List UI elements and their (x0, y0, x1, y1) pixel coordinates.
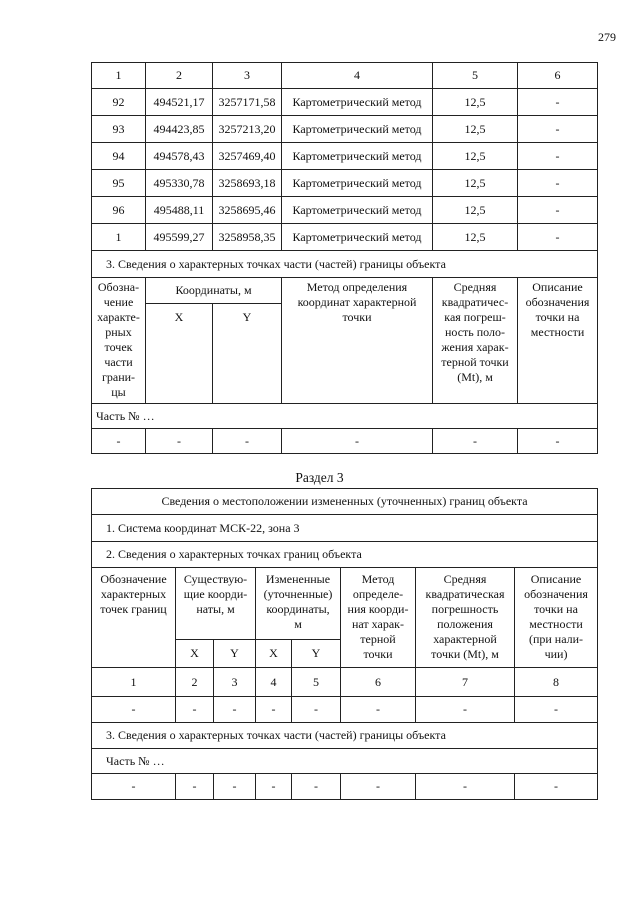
coord-x: 495599,27 (146, 224, 213, 251)
part-points-title: 3. Сведения о характерных точках части (частей) границы объекта (92, 251, 598, 278)
x-header: X (146, 304, 213, 404)
y-header: Y (292, 640, 341, 668)
col-num-2: 2 (146, 63, 213, 89)
part-points-title: 3. Сведения о характерных точках части (частей) границы объекта (92, 723, 598, 749)
method: Картометрический метод (282, 143, 433, 170)
empty-cell: - (176, 697, 214, 723)
col-num-6: 6 (518, 63, 598, 89)
col-num-1: 1 (92, 63, 146, 89)
method: Картометрический метод (282, 224, 433, 251)
empty-cell: - (214, 774, 256, 800)
table-row (92, 224, 598, 251)
coordinates-table (91, 62, 598, 454)
col-num: 8 (515, 668, 598, 697)
coord-x: 495330,78 (146, 170, 213, 197)
part-label: Часть № … (92, 404, 598, 429)
point-number: 95 (92, 170, 146, 197)
point-number: 93 (92, 116, 146, 143)
col-num: 2 (176, 668, 214, 697)
mt-value: 12,5 (433, 89, 518, 116)
empty-cell: - (515, 774, 598, 800)
empty-cell: - (416, 774, 515, 800)
col-num: 4 (256, 668, 292, 697)
points-title: 2. Сведения о характерных точках границ объекта (92, 542, 598, 568)
coordinates-header: Координаты, м (146, 278, 282, 304)
empty-cell: - (92, 774, 176, 800)
description: - (518, 116, 598, 143)
empty-cell: - (213, 429, 282, 454)
empty-cell: - (256, 774, 292, 800)
description: - (518, 197, 598, 224)
x-header: X (256, 640, 292, 668)
part-designation-header: Обозна- чение характe- рных точек части грани- цы (92, 278, 146, 404)
empty-cell: - (214, 697, 256, 723)
table-row (92, 697, 598, 723)
mt-header: Средняя квадратическая погрешность положения характерной точки (Mt), м (416, 568, 515, 668)
empty-cell: - (341, 774, 416, 800)
y-header: Y (213, 304, 282, 404)
empty-cell: - (292, 774, 341, 800)
empty-cell: - (282, 429, 433, 454)
empty-cell: - (176, 774, 214, 800)
method: Картометрический метод (282, 197, 433, 224)
empty-cell: - (515, 697, 598, 723)
changed-coords-header: Измененные (уточненные) координаты, м (256, 568, 341, 640)
description: - (518, 143, 598, 170)
empty-cell: - (341, 697, 416, 723)
existing-coords-header: Существую- щие коорди- наты, м (176, 568, 256, 640)
table-row (92, 197, 598, 224)
col-num: 1 (92, 668, 176, 697)
coord-x: 494578,43 (146, 143, 213, 170)
col-num-5: 5 (433, 63, 518, 89)
point-number: 94 (92, 143, 146, 170)
empty-cell: - (518, 429, 598, 454)
coord-y: 3258695,46 (213, 197, 282, 224)
table-row (92, 143, 598, 170)
table-row (92, 89, 598, 116)
coord-x: 495488,11 (146, 197, 213, 224)
empty-cell: - (433, 429, 518, 454)
coord-y: 3258693,18 (213, 170, 282, 197)
empty-cell: - (292, 697, 341, 723)
method: Картометрический метод (282, 170, 433, 197)
table-row (92, 170, 598, 197)
section-title: Сведения о местоположении измененных (уточненных) границ объекта (92, 489, 598, 515)
method-header: Метод определения координат характерной точки (282, 278, 433, 404)
description: - (518, 224, 598, 251)
coord-y: 3258958,35 (213, 224, 282, 251)
table-row (92, 429, 598, 454)
coord-y: 3257213,20 (213, 116, 282, 143)
page-number: 279 (598, 30, 616, 44)
description: - (518, 170, 598, 197)
empty-cell: - (92, 429, 146, 454)
coord-y: 3257469,40 (213, 143, 282, 170)
col-num-4: 4 (282, 63, 433, 89)
mt-value: 12,5 (433, 143, 518, 170)
point-number: 96 (92, 197, 146, 224)
empty-cell: - (146, 429, 213, 454)
mt-value: 12,5 (433, 170, 518, 197)
method: Картометрический метод (282, 116, 433, 143)
designation-header: Обозначение характерных точек границ (92, 568, 176, 668)
description: - (518, 89, 598, 116)
column-number-row (92, 668, 598, 697)
col-num-3: 3 (213, 63, 282, 89)
point-number: 1 (92, 224, 146, 251)
table-row (92, 116, 598, 143)
col-num: 6 (341, 668, 416, 697)
col-num: 3 (214, 668, 256, 697)
section-heading: Раздел 3 (295, 470, 344, 485)
table-row (92, 774, 598, 800)
col-num: 7 (416, 668, 515, 697)
empty-cell: - (416, 697, 515, 723)
coord-x: 494521,17 (146, 89, 213, 116)
empty-cell: - (92, 697, 176, 723)
method: Картометрический метод (282, 89, 433, 116)
mt-value: 12,5 (433, 197, 518, 224)
part-label: Часть № … (92, 749, 598, 774)
description-header: Описание обозначения точки на местности (518, 278, 598, 404)
coord-y: 3257171,58 (213, 89, 282, 116)
description-header: Описание обозначения точки на местности (при нали- чии) (515, 568, 598, 668)
method-header: Метод определе- ния коорди- нат харак- терной точки (341, 568, 416, 668)
coord-x: 494423,85 (146, 116, 213, 143)
mt-value: 12,5 (433, 116, 518, 143)
y-header: Y (214, 640, 256, 668)
empty-cell: - (256, 697, 292, 723)
coord-system: 1. Система координат МСК-22, зона 3 (92, 515, 598, 542)
changed-boundaries-table (91, 488, 598, 800)
col-num: 5 (292, 668, 341, 697)
mt-header: Средняя квадратичес- кая погреш- ность поло- жения харак- терной точки (Mt), м (433, 278, 518, 404)
column-number-row (92, 63, 598, 89)
mt-value: 12,5 (433, 224, 518, 251)
point-number: 92 (92, 89, 146, 116)
x-header: X (176, 640, 214, 668)
